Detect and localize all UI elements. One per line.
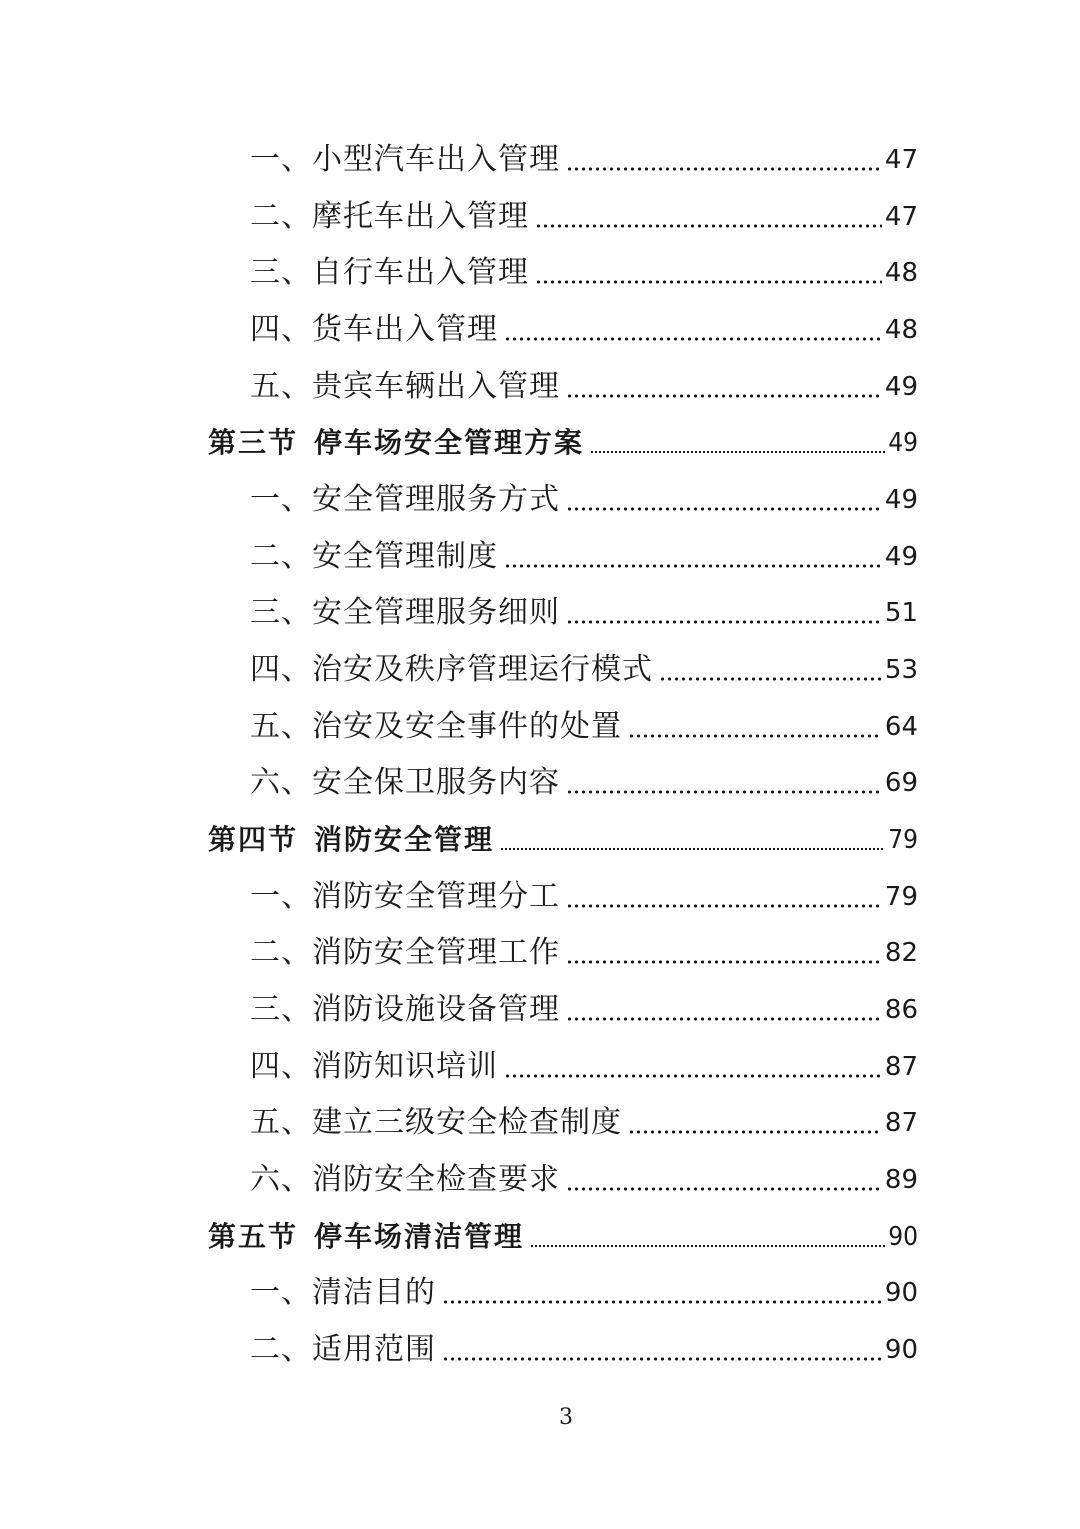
dot-leader bbox=[659, 677, 882, 681]
toc-entry-title: 二、适用范围 bbox=[250, 1332, 436, 1367]
dot-leader bbox=[530, 1244, 885, 1248]
toc-section-entry[interactable] bbox=[208, 423, 918, 463]
toc-section-entry[interactable] bbox=[208, 820, 918, 860]
toc-section-title bbox=[208, 820, 494, 860]
toc-entry-page: 87 bbox=[884, 1052, 918, 1082]
toc-entry-title: 四、货车出入管理 bbox=[250, 312, 498, 347]
dot-leader bbox=[504, 1074, 882, 1078]
section-name: 停车场清洁管理 bbox=[314, 1220, 525, 1253]
toc-entry[interactable] bbox=[250, 593, 918, 633]
dot-leader bbox=[566, 507, 882, 511]
toc-entry[interactable] bbox=[250, 990, 918, 1030]
toc-entry-title: 六、消防安全检查要求 bbox=[250, 1162, 560, 1197]
toc-entry-page: 89 bbox=[884, 1165, 918, 1195]
toc-entry[interactable] bbox=[250, 367, 918, 407]
section-label: 第五节 bbox=[208, 1220, 299, 1253]
section-label: 第四节 bbox=[208, 823, 299, 856]
dot-leader bbox=[442, 1357, 882, 1361]
dot-leader bbox=[442, 1300, 882, 1304]
toc-entry[interactable] bbox=[250, 1103, 918, 1143]
toc-entry[interactable] bbox=[250, 253, 918, 293]
section-name: 消防安全管理 bbox=[314, 823, 495, 856]
toc-entry-page: 47 bbox=[884, 145, 918, 175]
toc-entry[interactable] bbox=[250, 707, 918, 747]
dot-leader bbox=[628, 734, 882, 738]
toc-entry[interactable] bbox=[250, 480, 918, 520]
toc-section-title bbox=[208, 423, 584, 463]
toc-entry-page: 49 bbox=[884, 372, 918, 402]
toc-entry-page: 82 bbox=[884, 938, 918, 968]
toc-entry[interactable] bbox=[250, 650, 918, 690]
toc-entry[interactable] bbox=[250, 933, 918, 973]
toc-entry-page: 79 bbox=[888, 825, 918, 855]
toc-entry-title: 四、治安及秩序管理运行模式 bbox=[250, 652, 653, 687]
dot-leader bbox=[566, 790, 882, 794]
toc-entry-title: 五、治安及安全事件的处置 bbox=[250, 709, 622, 744]
toc-entry-page: 64 bbox=[884, 712, 918, 742]
dot-leader bbox=[628, 1130, 882, 1134]
dot-leader bbox=[566, 167, 882, 171]
dot-leader bbox=[566, 904, 882, 908]
toc-entry-title: 二、摩托车出入管理 bbox=[250, 199, 529, 234]
toc-entry-title: 三、消防设施设备管理 bbox=[250, 992, 560, 1027]
toc-entry[interactable] bbox=[250, 140, 918, 180]
toc-entry-page: 86 bbox=[884, 995, 918, 1025]
toc-entry-page: 90 bbox=[888, 1222, 918, 1252]
section-label: 第三节 bbox=[208, 426, 299, 459]
dot-leader bbox=[535, 280, 882, 284]
dot-leader bbox=[504, 564, 882, 568]
toc-entry-title: 三、自行车出入管理 bbox=[250, 255, 529, 290]
toc-entry-title: 三、安全管理服务细则 bbox=[250, 595, 560, 630]
dot-leader bbox=[504, 337, 882, 341]
toc-entry-page: 79 bbox=[884, 882, 918, 912]
toc-entry-title: 二、消防安全管理工作 bbox=[250, 935, 560, 970]
toc-entry-page: 48 bbox=[884, 315, 918, 345]
toc-entry-page: 51 bbox=[884, 598, 918, 628]
toc-entry-page: 47 bbox=[884, 202, 918, 232]
toc-entry-title: 二、安全管理制度 bbox=[250, 539, 498, 574]
toc-entry[interactable] bbox=[250, 310, 918, 350]
dot-leader bbox=[590, 450, 885, 454]
toc-entry-title: 一、消防安全管理分工 bbox=[250, 879, 560, 914]
page-number: 3 bbox=[559, 1405, 573, 1430]
toc-entry-title: 四、消防知识培训 bbox=[250, 1049, 498, 1084]
toc-entry-title: 五、建立三级安全检查制度 bbox=[250, 1105, 622, 1140]
toc-entry[interactable] bbox=[250, 1273, 918, 1313]
toc-entry-title: 五、贵宾车辆出入管理 bbox=[250, 369, 560, 404]
toc-entry[interactable] bbox=[250, 1160, 918, 1200]
toc-entry-page: 87 bbox=[884, 1108, 918, 1138]
toc-entry-page: 49 bbox=[888, 428, 918, 458]
toc-entry-page: 49 bbox=[884, 485, 918, 515]
toc-entry-title: 一、清洁目的 bbox=[250, 1275, 436, 1310]
dot-leader bbox=[500, 847, 885, 851]
toc-entry-page: 48 bbox=[884, 258, 918, 288]
dot-leader bbox=[566, 1187, 882, 1191]
toc-entry[interactable] bbox=[250, 1047, 918, 1087]
toc-entry-title: 一、小型汽车出入管理 bbox=[250, 142, 560, 177]
section-name: 停车场安全管理方案 bbox=[314, 426, 585, 459]
toc-entry[interactable] bbox=[250, 877, 918, 917]
toc-entry[interactable] bbox=[250, 1330, 918, 1370]
toc-section-entry[interactable] bbox=[208, 1217, 918, 1257]
dot-leader bbox=[566, 394, 882, 398]
toc-entry-page: 49 bbox=[884, 542, 918, 572]
toc-entry-page: 90 bbox=[884, 1278, 918, 1308]
toc-entry-page: 53 bbox=[884, 655, 918, 685]
toc-entry[interactable] bbox=[250, 537, 918, 577]
toc-section-title bbox=[208, 1217, 524, 1257]
toc-entry-page: 69 bbox=[884, 768, 918, 798]
toc-entry-title: 一、安全管理服务方式 bbox=[250, 482, 560, 517]
toc-entry[interactable] bbox=[250, 763, 918, 803]
dot-leader bbox=[535, 224, 882, 228]
toc-entry-title: 六、安全保卫服务内容 bbox=[250, 765, 560, 800]
toc-entry-page: 90 bbox=[884, 1335, 918, 1365]
dot-leader bbox=[566, 960, 882, 964]
dot-leader bbox=[566, 620, 882, 624]
toc-entry[interactable] bbox=[250, 197, 918, 237]
dot-leader bbox=[566, 1017, 882, 1021]
